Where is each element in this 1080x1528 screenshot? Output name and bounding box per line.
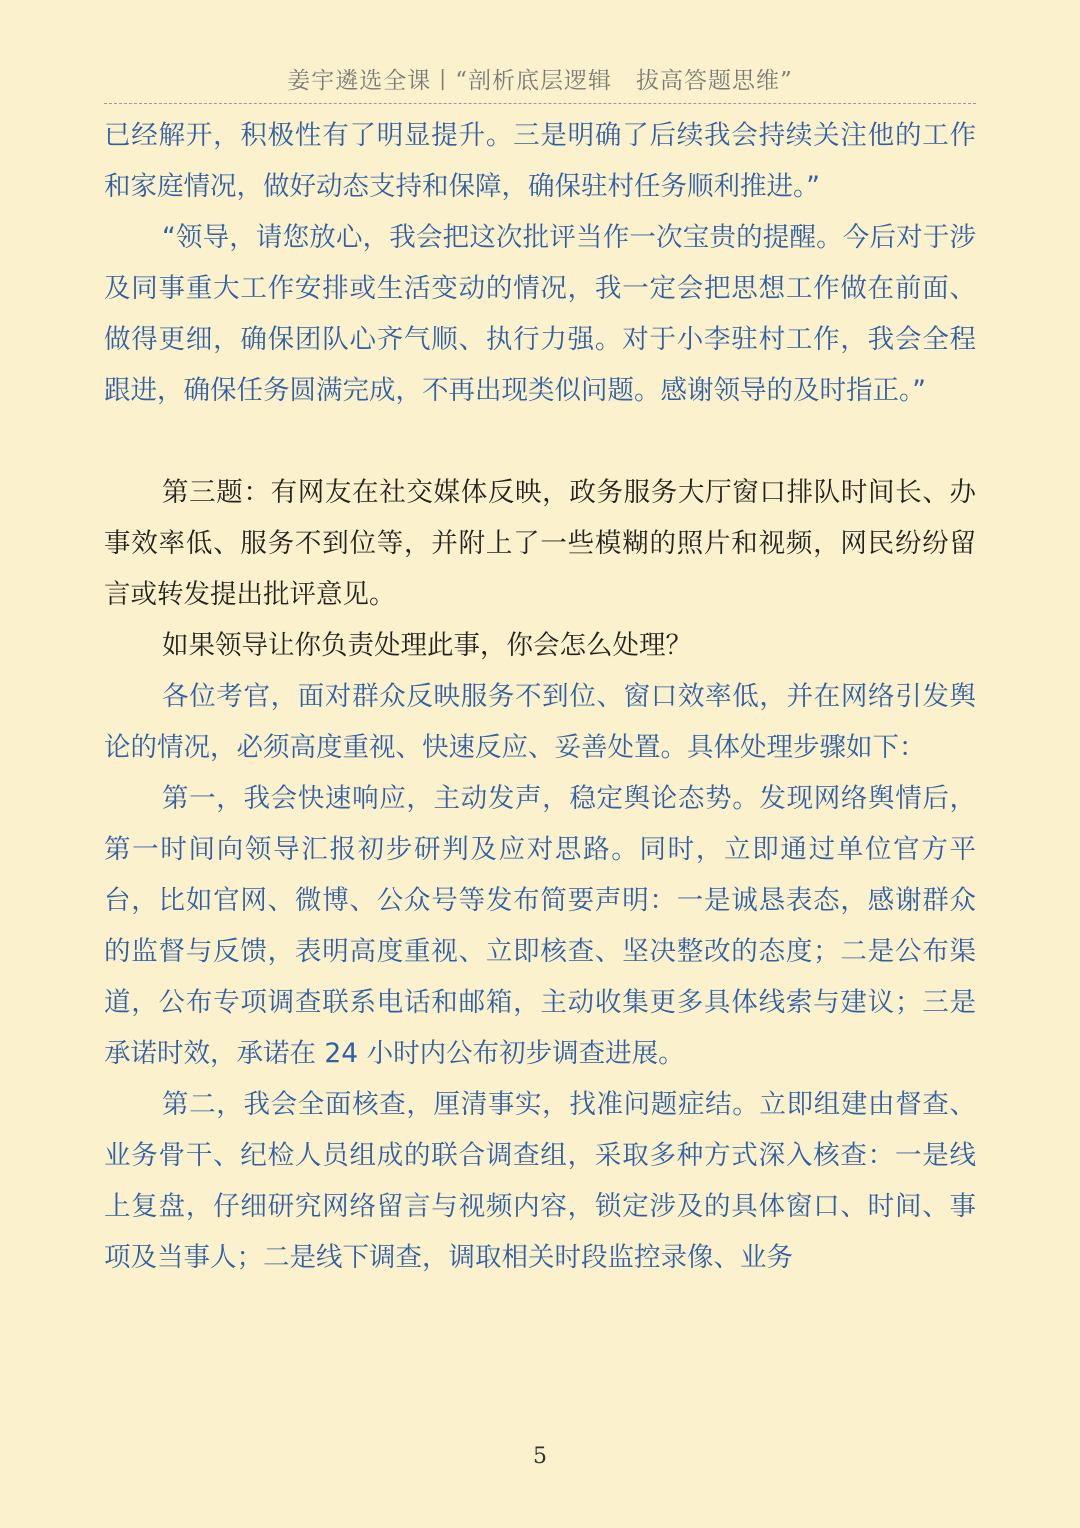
answer-paragraph-continued: 已经解开，积极性有了明显提升。三是明确了后续我会持续关注他的工作和家庭情况，做好动态支持和保障，确保驻村任务顺利推进。” bbox=[104, 120, 976, 202]
answer-step-one: 第一，我会快速响应，主动发声，稳定舆论态势。发现网络舆情后，第一时间向领导汇报初步研判及应对思路。同时，立即通过单位官方平台，比如官网、微博、公众号等发布简要声明：一是诚恳表态，感谢群众的监督与反馈，表明高度重视、立即核查、坚决整改的态度；二是公布渠道，公布专项调查联系电话和邮箱，主动收集更多具体线索与建议；三是承诺时效，承诺在 24 小时内公布初步调查进展。 bbox=[104, 783, 976, 1069]
answer-step-two: 第二，我会全面核查，厘清事实，找准问题症结。立即组建由督查、业务骨干、纪检人员组成的联合调查组，采取多种方式深入核查：一是线上复盘，仔细研究网络留言与视频内容，锁定涉及的具体窗口、时间、事项及当事人；二是线下调查，调取相关时段监控录像、业务 bbox=[104, 1089, 976, 1273]
header-divider bbox=[104, 103, 976, 104]
page-number: 5 bbox=[533, 1444, 547, 1469]
question-paragraph: 第三题：有网友在社交媒体反映，政务服务大厅窗口排队时间长、办事效率低、服务不到位等，并附上了一些模糊的照片和视频，网民纷纷留言或转发提出批评意见。 bbox=[104, 477, 976, 610]
paragraph-spacer bbox=[104, 416, 976, 467]
answer-paragraph-quote: “领导，请您放心，我会把这次批评当作一次宝贵的提醒。今后对于涉及同事重大工作安排或生活变动的情况，我一定会把思想工作做在前面、做得更细，确保团队心齐气顺、执行力强。对于小李驻村工作，我会全程跟进，确保任务圆满完成，不再出现类似问题。感谢领导的及时指正。” bbox=[104, 222, 976, 406]
page-header: 姜宇遴选全课丨“剖析底层逻辑 拔高答题思维” bbox=[287, 68, 793, 94]
document-body bbox=[104, 110, 976, 1283]
answer-intro: 各位考官，面对群众反映服务不到位、窗口效率低，并在网络引发舆论的情况，必须高度重视、快速反应、妥善处置。具体处理步骤如下： bbox=[104, 681, 976, 763]
question-prompt: 如果领导让你负责处理此事，你会怎么处理？ bbox=[162, 630, 692, 661]
